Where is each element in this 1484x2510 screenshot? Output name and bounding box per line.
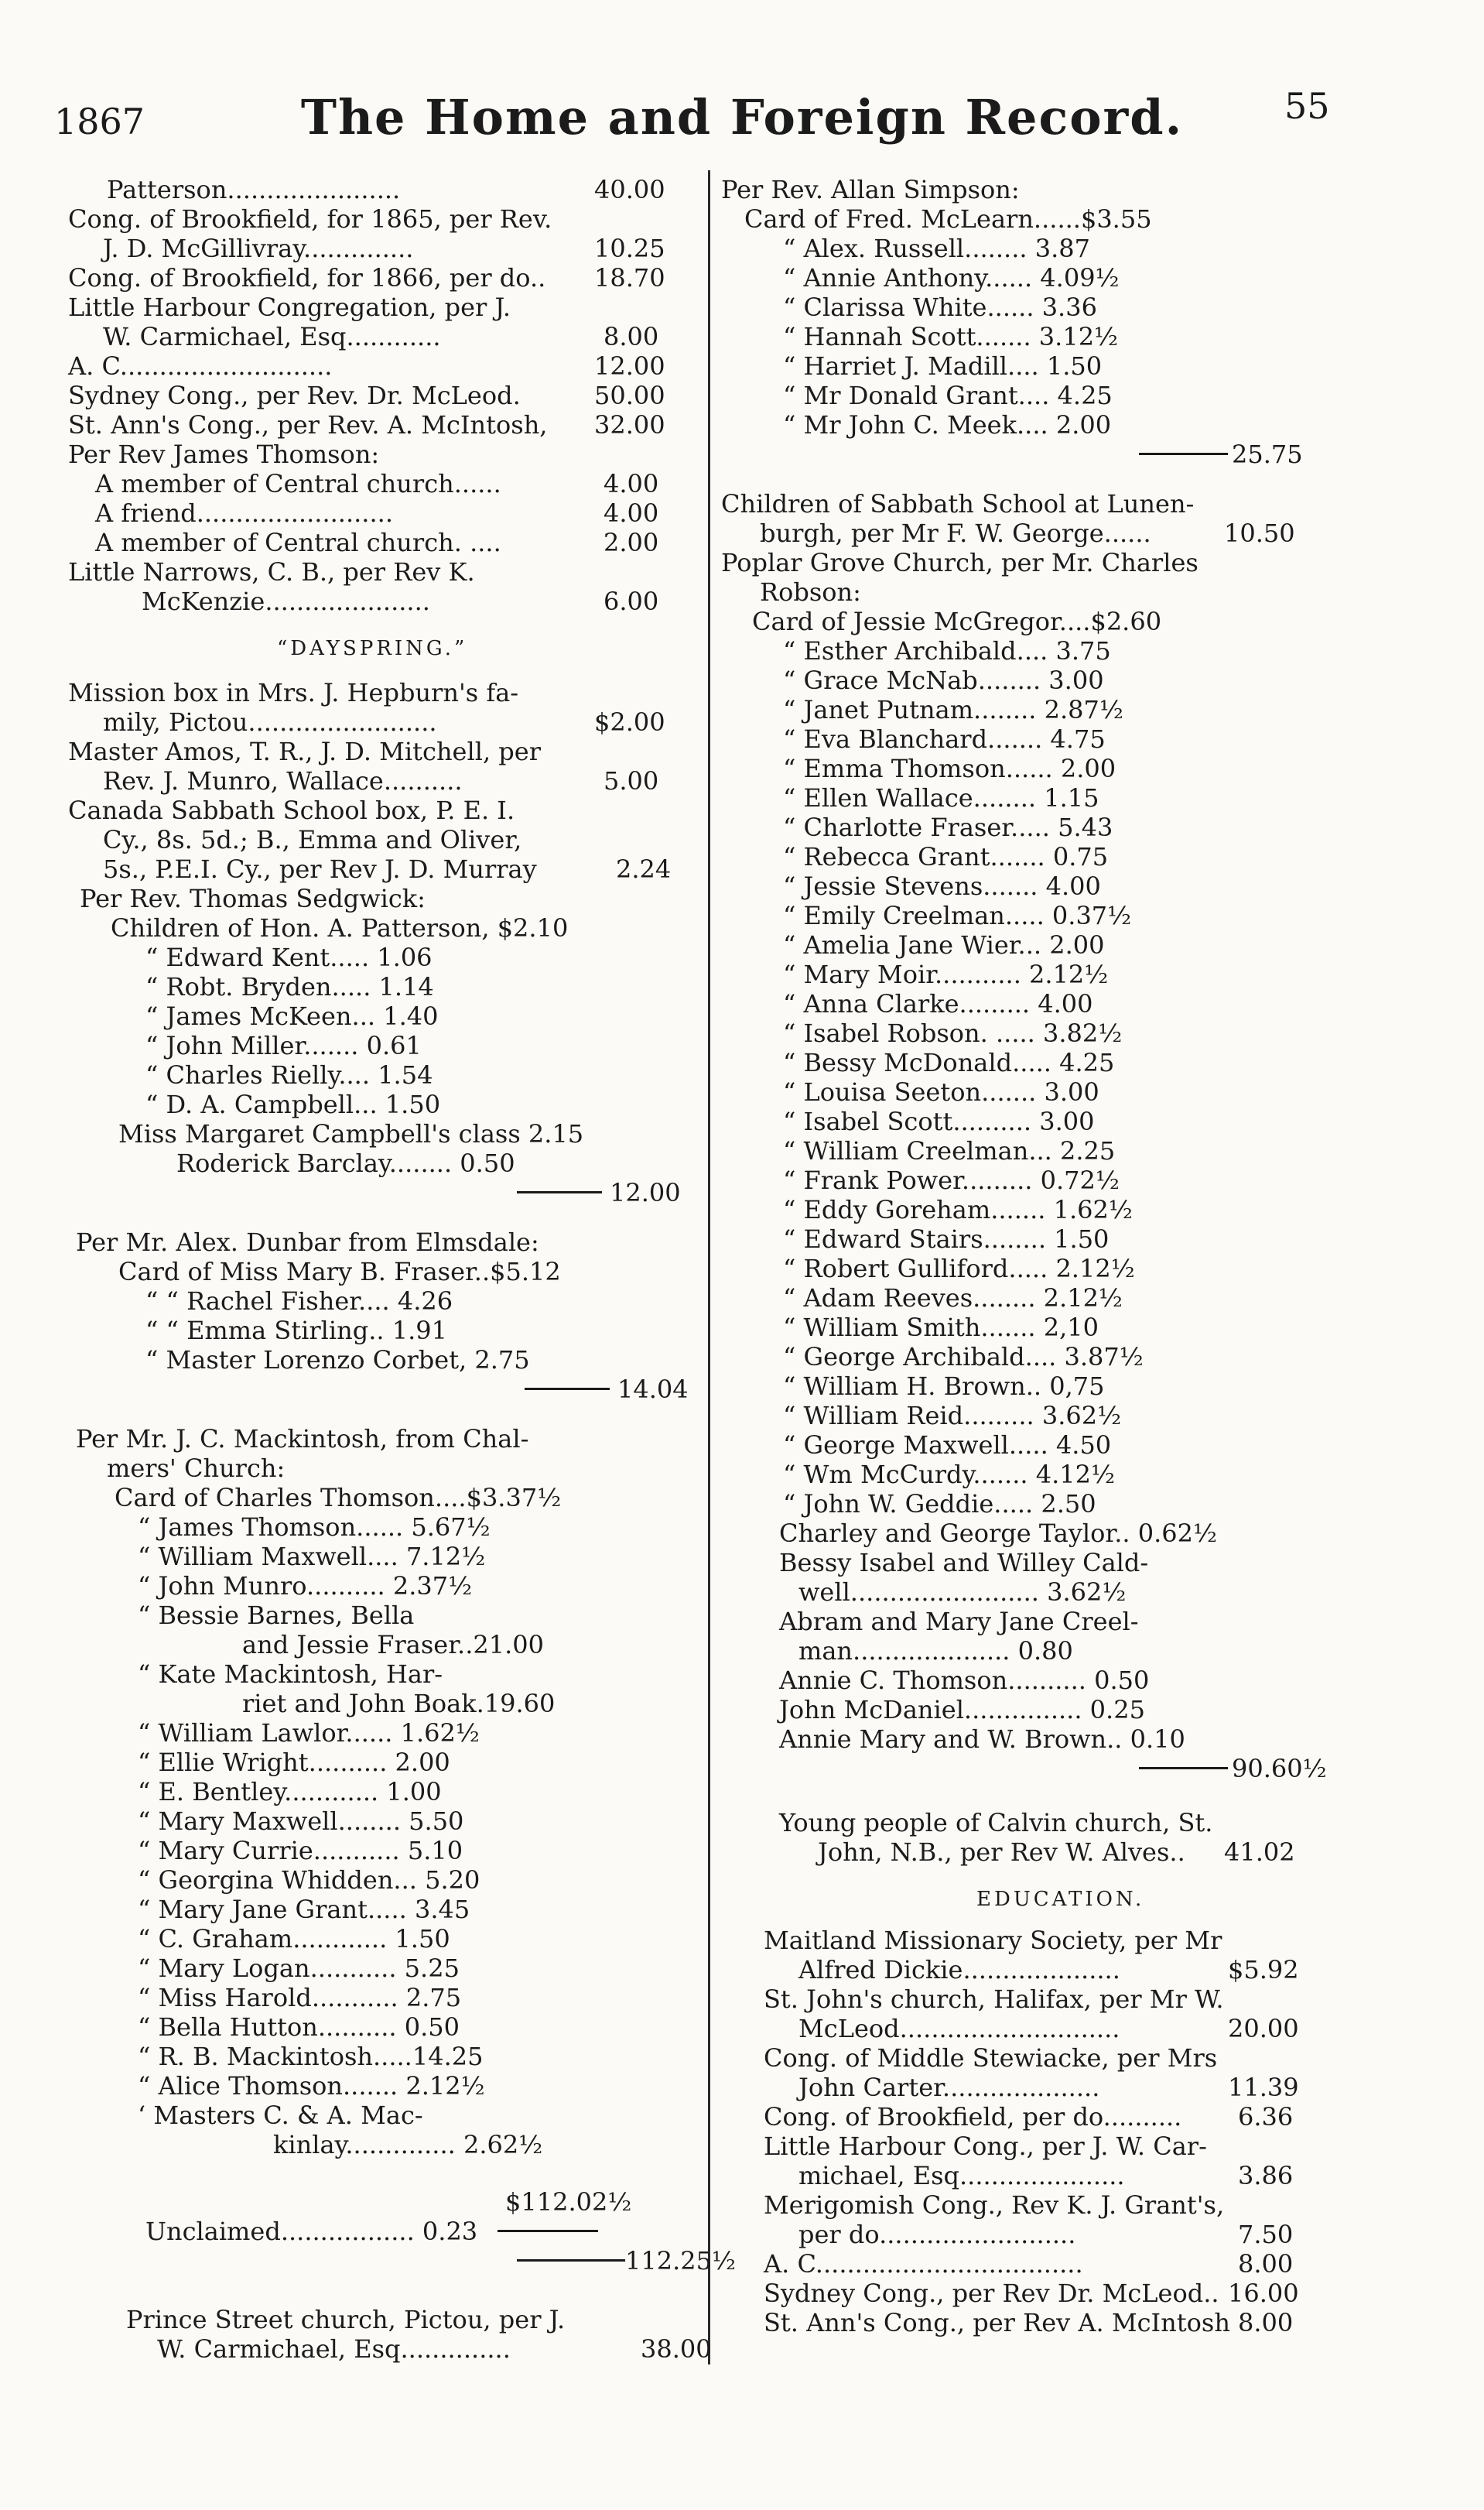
entry-amount: 16.00 (1228, 2279, 1299, 2308)
ledger-entry: Annie Mary and W. Brown.. 0.10 (779, 1724, 1185, 1754)
ledger-entry: Abram and Mary Jane Creel- (779, 1607, 1139, 1636)
subtotal-rule (1139, 1767, 1228, 1769)
ledger-entry: Canada Sabbath School box, P. E. I. (68, 796, 515, 825)
ledger-entry: “ Emily Creelman..... 0.37½ (783, 901, 1132, 930)
ledger-entry: “ Wm McCurdy....... 4.12½ (783, 1460, 1115, 1489)
ledger-entry: “ “ Emma Stirling.. 1.91 (145, 1316, 447, 1345)
ledger-entry: “ Rebecca Grant....... 0.75 (783, 842, 1109, 871)
ledger-entry: “ E. Bentley............ 1.00 (138, 1777, 442, 1806)
subtotal-rule (525, 1388, 610, 1390)
ledger-entry: Bessy Isabel and Willey Cald- (779, 1548, 1149, 1577)
ledger-entry: “ R. B. Mackintosh.....14.25 (138, 2042, 484, 2071)
right-column (721, 174, 1379, 2510)
ledger-entry: McKenzie..................... (142, 587, 430, 616)
ledger-entry: “ Georgina Whidden... 5.20 (138, 1865, 480, 1895)
ledger-entry: J. D. McGillivray.............. (103, 234, 414, 263)
ledger-entry: Per Rev James Thomson: (68, 440, 380, 469)
ledger-entry: “ Isabel Scott.......... 3.00 (783, 1107, 1095, 1136)
ledger-entry: “ Charles Rielly.... 1.54 (145, 1060, 433, 1090)
ledger-entry: “ William Lawlor...... 1.62½ (138, 1718, 480, 1748)
ledger-entry: “ Charlotte Fraser..... 5.43 (783, 813, 1113, 842)
entry-amount: 2.00 (604, 528, 659, 557)
ledger-entry: “ Clarissa White...... 3.36 (783, 293, 1097, 322)
ledger-entry: “ Grace McNab........ 3.00 (783, 666, 1104, 695)
ledger-entry: “ George Maxwell..... 4.50 (783, 1430, 1112, 1460)
ledger-entry: ‘ Masters C. & A. Mac- (138, 2101, 423, 2130)
ledger-entry: Per Mr. Alex. Dunbar from Elmsdale: (76, 1228, 539, 1257)
ledger-entry: “ Master Lorenzo Corbet, 2.75 (145, 1345, 530, 1375)
ledger-entry: “ William Reid......... 3.62½ (783, 1401, 1122, 1430)
ledger-entry: Card of Miss Mary B. Fraser..$5.12 (118, 1257, 561, 1286)
entry-amount: 18.70 (594, 263, 665, 293)
ledger-entry: W. Carmichael, Esq.............. (157, 2334, 511, 2364)
entry-amount: 38.00 (641, 2334, 712, 2364)
ledger-entry: A member of Central church. .... (95, 528, 501, 557)
ledger-entry: Rev. J. Munro, Wallace.......... (103, 766, 463, 796)
ledger-entry: Cong. of Middle Stewiacke, per Mrs (764, 2043, 1218, 2073)
ledger-entry: “ Frank Power......... 0.72½ (783, 1166, 1120, 1195)
ledger-entry: Cong. of Brookfield, for 1865, per Rev. (68, 204, 552, 234)
ledger-entry: “ Janet Putnam........ 2.87½ (783, 695, 1123, 724)
ledger-entry: “ Bella Hutton.......... 0.50 (138, 2012, 460, 2042)
ledger-entry: John Carter.................... (798, 2073, 1100, 2102)
ledger-entry: “ John Munro.......... 2.37½ (138, 1571, 473, 1601)
ledger-entry: Sydney Cong., per Rev Dr. McLeod.. (764, 2279, 1219, 2308)
subtotal-rule (517, 1191, 602, 1193)
entry-amount: 8.00 (604, 322, 659, 351)
ledger-entry: Card of Fred. McLearn......$3.55 (744, 204, 1152, 234)
ledger-entry: Poplar Grove Church, per Mr. Charles (721, 548, 1198, 577)
entry-amount: 32.00 (594, 410, 665, 440)
ledger-entry: Cong. of Brookfield, for 1866, per do.. (68, 263, 546, 293)
ledger-entry: burgh, per Mr F. W. George...... (760, 519, 1151, 548)
ledger-entry: Children of Hon. A. Patterson, $2.10 (111, 913, 569, 943)
ledger-entry: Little Harbour Congregation, per J. (68, 293, 511, 322)
ledger-entry: 112.25½ (625, 2246, 736, 2275)
entry-amount: 5.00 (604, 766, 659, 796)
ledger-entry: “ Esther Archibald.... 3.75 (783, 636, 1111, 666)
ledger-entry: Prince Street church, Pictou, per J. (126, 2305, 566, 2334)
ledger-entry: Robson: (760, 577, 861, 607)
ledger-entry: “ Mary Jane Grant..... 3.45 (138, 1895, 470, 1924)
ledger-entry: “ Bessie Barnes, Bella (138, 1601, 415, 1630)
ledger-entry: “ Mr Donald Grant.... 4.25 (783, 381, 1113, 410)
ledger-entry: “ Adam Reeves........ 2.12½ (783, 1283, 1123, 1313)
ledger-entry: man.................... 0.80 (798, 1636, 1073, 1666)
entry-amount: $5.92 (1228, 1955, 1299, 1984)
section-heading-dayspring: “DAYSPRING.” (277, 637, 468, 660)
section-heading-education: EDUCATION. (976, 1888, 1145, 1911)
ledger-entry: “ Annie Anthony...... 4.09½ (783, 263, 1120, 293)
ledger-entry: “ William Maxwell.... 7.12½ (138, 1542, 486, 1571)
ledger-entry: Cy., 8s. 5d.; B., Emma and Oliver, (103, 825, 522, 854)
entry-amount: 10.25 (594, 234, 665, 263)
ledger-entry: “ Mr John C. Meek.... 2.00 (783, 410, 1112, 440)
ledger-entry: Master Amos, T. R., J. D. Mitchell, per (68, 737, 542, 766)
ledger-entry: “ Ellie Wright.......... 2.00 (138, 1748, 450, 1777)
ledger-entry: kinlay.............. 2.62½ (273, 2130, 543, 2159)
entry-amount: 11.39 (1228, 2073, 1299, 2102)
ledger-entry: A. C.................................. (764, 2249, 1083, 2279)
ledger-entry: “ Edward Kent..... 1.06 (145, 943, 433, 972)
entry-amount: 12.00 (594, 351, 665, 381)
ledger-entry: Young people of Calvin church, St. (779, 1808, 1213, 1837)
ledger-entry: “ Kate Mackintosh, Har- (138, 1659, 443, 1689)
ledger-entry: “ William Smith....... 2,10 (783, 1313, 1099, 1342)
ledger-entry: “ C. Graham............ 1.50 (138, 1924, 450, 1954)
ledger-entry: and Jessie Fraser..21.00 (242, 1630, 544, 1659)
entry-amount: 40.00 (594, 175, 665, 204)
ledger-entry: $112.02½ (505, 2187, 632, 2217)
ledger-entry: Little Narrows, C. B., per Rev K. (68, 557, 475, 587)
ledger-entry: Per Mr. J. C. Mackintosh, from Chal- (76, 1424, 529, 1454)
ledger-entry: Per Rev. Allan Simpson: (721, 175, 1020, 204)
ledger-entry: John McDaniel............... 0.25 (779, 1695, 1145, 1724)
ledger-entry: Patterson...................... (107, 175, 401, 204)
ledger-entry: Per Rev. Thomas Sedgwick: (80, 884, 426, 913)
ledger-entry: Children of Sabbath School at Lunen- (721, 489, 1195, 519)
ledger-entry: A. C........................... (68, 351, 333, 381)
ledger-entry: Sydney Cong., per Rev. Dr. McLeod. (68, 381, 521, 410)
ledger-entry: “ Isabel Robson. ..... 3.82½ (783, 1019, 1123, 1048)
ledger-entry: well........................ 3.62½ (798, 1577, 1127, 1607)
ledger-entry: “ Eddy Goreham....... 1.62½ (783, 1195, 1133, 1224)
ledger-entry: “ Jessie Stevens....... 4.00 (783, 871, 1101, 901)
ledger-entry: “ Robt. Bryden..... 1.14 (145, 972, 434, 1002)
entry-amount: 8.00 (1238, 2249, 1294, 2279)
entry-amount: 4.00 (604, 469, 659, 498)
ledger-entry: Card of Charles Thomson....$3.37½ (115, 1483, 562, 1512)
total-underline (498, 2230, 598, 2232)
ledger-entry: Miss Margaret Campbell's class 2.15 (118, 1119, 584, 1149)
ledger-entry: “ John W. Geddie..... 2.50 (783, 1489, 1096, 1519)
entry-amount: 6.36 (1238, 2102, 1294, 2132)
ledger-entry: “ Mary Maxwell........ 5.50 (138, 1806, 464, 1836)
entry-amount: $2.00 (594, 707, 665, 737)
entry-amount: 41.02 (1224, 1837, 1295, 1867)
ledger-entry: “ James Thomson...... 5.67½ (138, 1512, 491, 1542)
page-header (0, 0, 1484, 155)
ledger-entry: riet and John Boak.19.60 (242, 1689, 556, 1718)
ledger-entry: A friend......................... (95, 498, 393, 528)
ledger-entry: mily, Pictou........................ (103, 707, 437, 737)
ledger-entry: Mission box in Mrs. J. Hepburn's fa- (68, 678, 519, 707)
entry-amount: 3.86 (1238, 2161, 1294, 2190)
ledger-entry: Little Harbour Cong., per J. W. Car- (764, 2132, 1207, 2161)
ledger-entry: “ Alice Thomson....... 2.12½ (138, 2071, 485, 2101)
ledger-entry: W. Carmichael, Esq............ (103, 322, 441, 351)
ledger-entry: Cong. of Brookfield, per do.......... (764, 2102, 1182, 2132)
entry-amount: 2.24 (616, 854, 672, 884)
ledger-entry: 90.60½ (1232, 1754, 1327, 1783)
ledger-entry: St. Ann's Cong., per Rev A. McIntosh (764, 2308, 1230, 2337)
subtotal-rule (517, 2259, 625, 2262)
ledger-entry: Alfred Dickie.................... (798, 1955, 1120, 1984)
ledger-entry: “ “ Rachel Fisher.... 4.26 (145, 1286, 453, 1316)
ledger-entry: Unclaimed................. 0.23 (145, 2217, 478, 2246)
entry-amount: 50.00 (594, 381, 665, 410)
ledger-entry: “ Robert Gulliford..... 2.12½ (783, 1254, 1135, 1283)
ledger-entry: A member of Central church...... (95, 469, 501, 498)
ledger-entry: mers' Church: (107, 1454, 286, 1483)
ledger-entry: Annie C. Thomson.......... 0.50 (779, 1666, 1150, 1695)
ledger-entry: St. John's church, Halifax, per Mr W. (764, 1984, 1224, 2014)
ledger-entry: “ D. A. Campbell... 1.50 (145, 1090, 441, 1119)
ledger-entry: McLeod............................ (798, 2014, 1120, 2043)
subtotal-rule (1139, 453, 1228, 455)
ledger-entry: St. Ann's Cong., per Rev. A. McIntosh, (68, 410, 548, 440)
entry-amount: 4.00 (604, 498, 659, 528)
ledger-entry: “ Louisa Seeton....... 3.00 (783, 1077, 1099, 1107)
header-title: The Home and Foreign Record. (300, 89, 1184, 146)
ledger-entry: Roderick Barclay........ 0.50 (176, 1149, 515, 1178)
ledger-entry: per do......................... (798, 2220, 1076, 2249)
ledger-entry: Maitland Missionary Society, per Mr (764, 1926, 1222, 1955)
ledger-entry: “ Mary Logan........... 5.25 (138, 1954, 460, 1983)
ledger-entry: Merigomish Cong., Rev K. J. Grant's, (764, 2190, 1225, 2220)
ledger-entry: Charley and George Taylor.. 0.62½ (779, 1519, 1217, 1548)
ledger-entry: “ Edward Stairs........ 1.50 (783, 1224, 1110, 1254)
page-number: 55 (1284, 85, 1330, 127)
ledger-entry: 14.04 (617, 1375, 689, 1404)
entry-amount: 7.50 (1238, 2220, 1294, 2249)
ledger-entry: 25.75 (1232, 440, 1303, 469)
ledger-entry: “ William H. Brown.. 0,75 (783, 1371, 1105, 1401)
ledger-entry: “ Mary Moir........... 2.12½ (783, 960, 1109, 989)
entry-amount: 8.00 (1238, 2308, 1294, 2337)
ledger-entry: “ Anna Clarke......... 4.00 (783, 989, 1093, 1019)
ledger-entry: michael, Esq..................... (798, 2161, 1125, 2190)
ledger-entry: “ Harriet J. Madill.... 1.50 (783, 351, 1103, 381)
ledger-entry: 5s., P.E.I. Cy., per Rev J. D. Murray (103, 854, 537, 884)
ledger-entry: 12.00 (610, 1178, 681, 1207)
ledger-entry: “ George Archibald.... 3.87½ (783, 1342, 1144, 1371)
entry-amount: 10.50 (1224, 519, 1295, 548)
ledger-entry: Card of Jessie McGregor....$2.60 (752, 607, 1162, 636)
ledger-entry: “ James McKeen... 1.40 (145, 1002, 439, 1031)
ledger-entry: “ Hannah Scott....... 3.12½ (783, 322, 1119, 351)
left-column (53, 174, 736, 2510)
ledger-entry: “ Ellen Wallace........ 1.15 (783, 783, 1099, 813)
ledger-entry: “ Emma Thomson...... 2.00 (783, 754, 1116, 783)
ledger-entry: John, N.B., per Rev W. Alves.. (818, 1837, 1185, 1867)
ledger-entry: “ Amelia Jane Wier... 2.00 (783, 930, 1105, 960)
entry-amount: 20.00 (1228, 2014, 1299, 2043)
ledger-entry: “ Miss Harold........... 2.75 (138, 1983, 462, 2012)
ledger-entry: “ Alex. Russell........ 3.87 (783, 234, 1090, 263)
ledger-entry: “ John Miller....... 0.61 (145, 1031, 422, 1060)
ledger-entry: “ Mary Currie........... 5.10 (138, 1836, 463, 1865)
ledger-entry: “ Bessy McDonald..... 4.25 (783, 1048, 1115, 1077)
ledger-entry: “ William Creelman... 2.25 (783, 1136, 1116, 1166)
entry-amount: 6.00 (604, 587, 659, 616)
header-year: 1867 (54, 101, 145, 142)
ledger-entry: “ Eva Blanchard....... 4.75 (783, 724, 1106, 754)
